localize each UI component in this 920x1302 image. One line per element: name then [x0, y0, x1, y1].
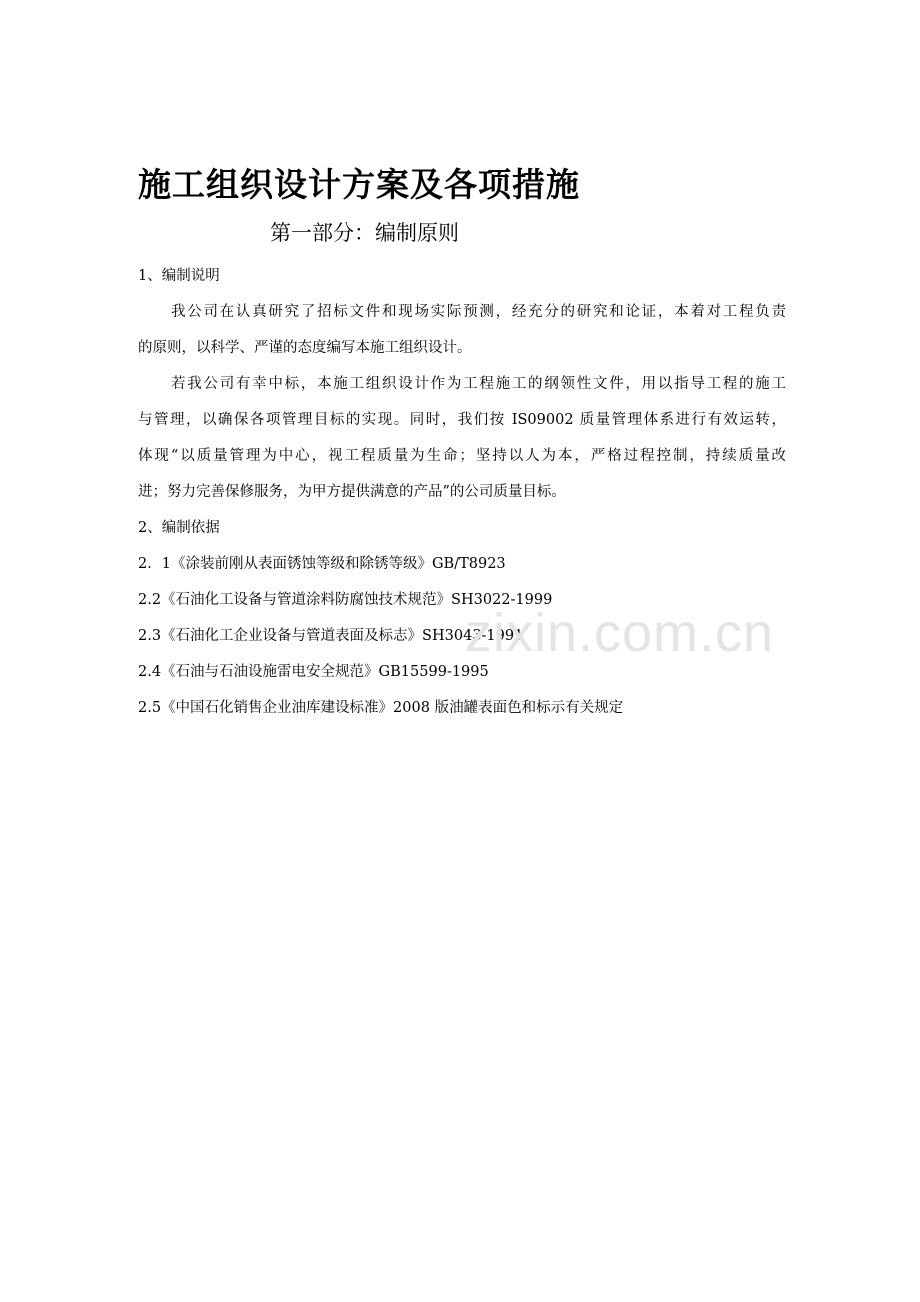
reference-list [138, 546, 786, 726]
section-heading-2: 2、编制依据 [138, 520, 220, 536]
reference-item-4: 2.4《石油与石油设施雷电安全规范》GB15599-1995 [138, 664, 489, 680]
reference-item-2: 2.2《石油化工设备与管道涂料防腐蚀技术规范》SH3022-1999 [138, 592, 553, 608]
watermark-text: zixin.com.cn [465, 603, 775, 663]
reference-item-1: 2．1《涂装前刚从表面锈蚀等级和除锈等级》GB/T8923 [138, 556, 506, 572]
paragraph-2-line-4: 进；努力完善保修服务，为甲方提供满意的产品”的公司质量目标。 [138, 484, 566, 500]
document-title: 施工组织设计方案及各项措施 [138, 165, 580, 204]
reference-item-5: 2.5《中国石化销售企业油库建设标准》2008 版油罐表面色和标示有关规定 [138, 700, 624, 716]
paragraph-1-line-2: 的原则，以科学、严谨的态度编写本施工组织设计。 [138, 340, 472, 356]
paragraph-2-line-3: 体现“以质量管理为中心，视工程质量为生命；坚持以人为本，严格过程控制，持续质量改 [138, 448, 786, 464]
part-subtitle: 第一部分：编制原则 [270, 221, 459, 245]
paragraph-2-line-2: 与管理，以确保各项管理目标的实现。同时，我们按 IS09002 质量管理体系进行有效运转， [138, 412, 786, 428]
section-heading-1: 1、编制说明 [138, 268, 220, 284]
paragraph-1-line-1: 我公司在认真研究了招标文件和现场实际预测，经充分的研究和论证，本着对工程负责 [171, 304, 786, 320]
reference-item-3: 2.3《石油化工企业设备与管道表面及标志》SH3043-1991 [138, 628, 524, 644]
paragraph-2-line-1: 若我公司有幸中标，本施工组织设计作为工程施工的纲领性文件，用以指导工程的施工 [171, 376, 786, 392]
document-body [138, 258, 786, 726]
